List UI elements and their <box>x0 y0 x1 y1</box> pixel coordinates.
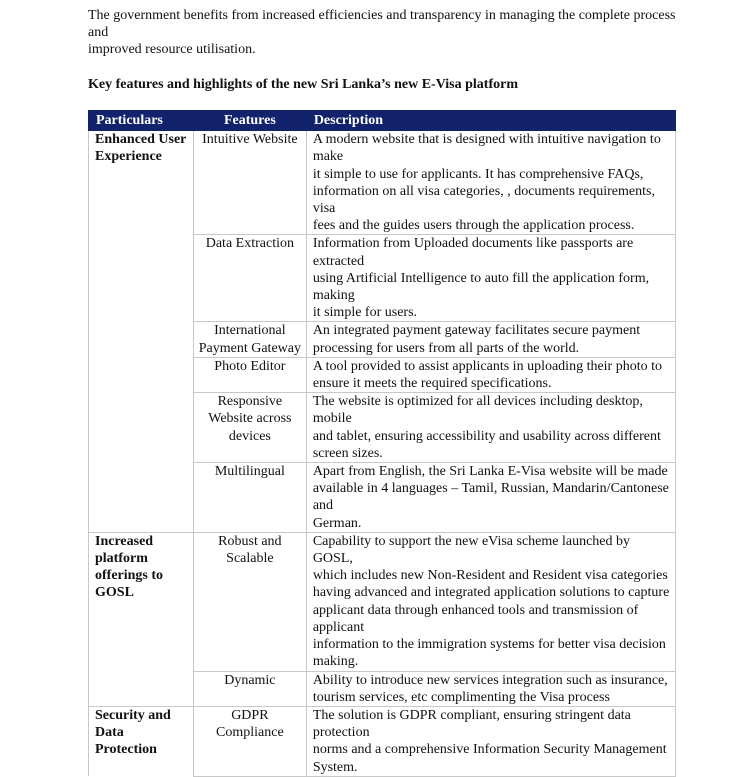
header-description: Description <box>306 111 675 131</box>
feature-line: Payment Gateway <box>198 340 301 356</box>
description-line: Apart from English, the Sri Lanka E-Visa website will be made <box>312 464 668 480</box>
description-line: An integrated payment gateway facilitates secure payment <box>312 323 641 339</box>
description-cell <box>306 131 675 235</box>
feature-line: Scalable <box>226 551 274 567</box>
feature-line: Dynamic <box>224 672 276 688</box>
particulars-line: Security and <box>95 707 171 723</box>
header-features: Features <box>193 111 306 131</box>
feature-line: Multilingual <box>214 464 285 480</box>
description-line: screen sizes. <box>312 445 383 461</box>
particulars-line: Enhanced User <box>95 132 187 148</box>
feature-line: Robust and <box>218 533 282 549</box>
feature-line: devices <box>228 428 271 444</box>
particulars-line: Increased <box>95 533 154 549</box>
description-cell <box>306 322 675 357</box>
table-header-row <box>89 111 676 131</box>
description-line: ensure it meets the required specifications. <box>312 376 552 392</box>
description-line: making. <box>312 654 359 670</box>
description-cell <box>306 671 675 706</box>
feature-cell <box>193 532 306 671</box>
feature-line: Data Extraction <box>205 236 294 252</box>
description-line: norms and a comprehensive Information Security Management <box>312 742 667 758</box>
feature-line: Website across <box>208 411 292 427</box>
description-line: and tablet, ensuring accessibility and usability across different <box>312 428 661 444</box>
description-cell <box>306 235 675 322</box>
feature-line: Intuitive Website <box>202 132 298 148</box>
feature-cell <box>193 357 306 392</box>
feature-cell <box>193 322 306 357</box>
particulars-cell <box>89 532 194 706</box>
table-row <box>89 131 676 235</box>
description-line: The solution is GDPR compliant, ensuring stringent data protection <box>312 707 631 741</box>
description-line: Information from Uploaded documents like passports are extracted <box>312 236 634 269</box>
description-line: fees and the guides users through the application process. <box>312 218 635 234</box>
description-line: information to the immigration systems for better visa decision <box>312 637 666 653</box>
description-line: it simple for users. <box>312 305 418 321</box>
intro-paragraph <box>88 7 688 58</box>
feature-line: Responsive <box>217 394 283 410</box>
particulars-line: platform <box>95 551 148 567</box>
feature-cell <box>193 393 306 463</box>
feature-cell <box>193 671 306 706</box>
feature-line: International <box>214 323 286 339</box>
feature-cell <box>193 706 306 776</box>
description-line: System. <box>312 759 358 775</box>
description-line: available in 4 languages – Tamil, Russian, Mandarin/Cantonese and <box>312 481 669 514</box>
intro-line: improved resource utilisation. <box>88 42 256 57</box>
description-line: Ability to introduce new services integration such as insurance, <box>312 672 668 688</box>
description-line: applicant data through enhanced tools and transmission of applicant <box>312 602 639 635</box>
description-line: tourism services, etc complimenting the Visa process <box>312 689 610 705</box>
particulars-line: Experience <box>95 149 162 165</box>
header-particulars: Particulars <box>89 111 194 131</box>
feature-cell <box>193 235 306 322</box>
particulars-line: GOSL <box>95 585 134 601</box>
feature-cell <box>193 463 306 533</box>
table-row <box>89 532 676 671</box>
table-body <box>89 131 676 777</box>
description-line: using Artificial Intelligence to auto fill the application form, making <box>312 270 650 304</box>
section-heading: Key features and highlights of the new Sri Lanka’s new E-Visa platform <box>88 77 519 92</box>
feature-line: Compliance <box>216 725 284 741</box>
description-cell <box>306 463 675 533</box>
table-row <box>89 706 676 776</box>
particulars-cell <box>89 131 194 533</box>
description-line: having advanced and integrated application solutions to capture <box>312 585 670 601</box>
description-line: processing for users from all parts of the world. <box>312 340 580 356</box>
particulars-line: Data Protection <box>95 725 157 758</box>
description-line: The website is optimized for all devices including desktop, mobile <box>312 394 643 427</box>
description-cell <box>306 393 675 463</box>
description-cell <box>306 532 675 671</box>
description-line: information on all visa categories, , documents requirements, visa <box>312 183 655 217</box>
particulars-line: offerings to <box>95 568 164 584</box>
description-line: which includes new Non-Resident and Resident visa categories <box>312 568 668 584</box>
features-table <box>88 110 676 777</box>
particulars-cell <box>89 706 194 776</box>
description-cell <box>306 706 675 776</box>
intro-line: The government benefits from increased efficiencies and transparency in managing the complete process and <box>88 8 676 40</box>
description-line: German. <box>312 515 362 531</box>
feature-line: Photo Editor <box>214 358 286 374</box>
feature-line: GDPR <box>231 707 269 723</box>
description-cell <box>306 357 675 392</box>
description-line: it simple to use for applicants. It has comprehensive FAQs, <box>312 166 644 182</box>
feature-cell <box>193 131 306 235</box>
description-line: A modern website that is designed with intuitive navigation to make <box>312 132 661 165</box>
description-line: Capability to support the new eVisa scheme launched by GOSL, <box>312 533 630 567</box>
description-line: A tool provided to assist applicants in uploading their photo to <box>312 358 662 374</box>
